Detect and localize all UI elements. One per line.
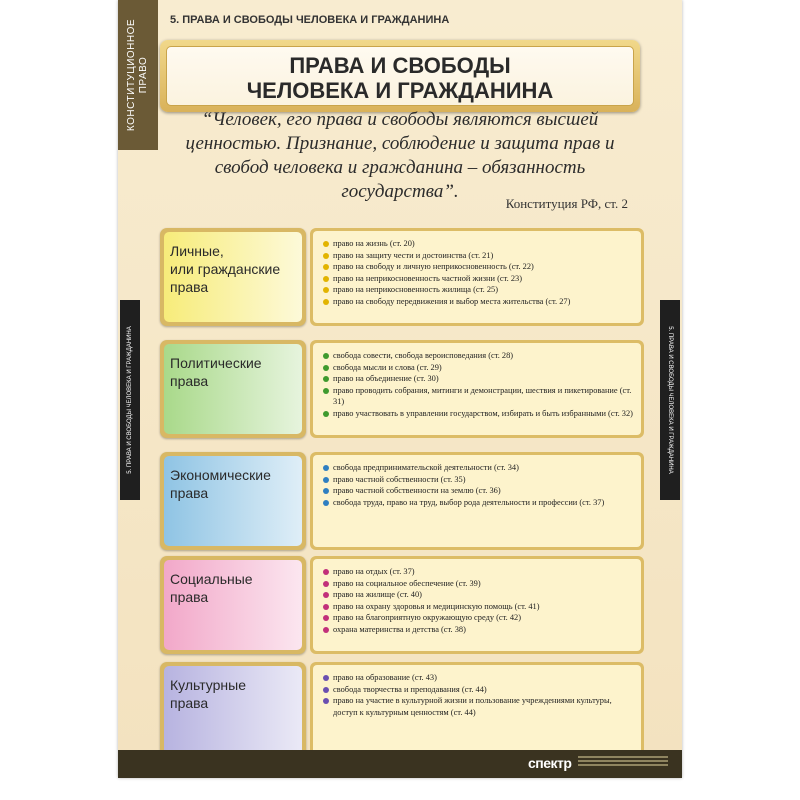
- rights-item-text: свобода творчества и преподавания (ст. 44): [333, 684, 487, 694]
- rights-list: [313, 231, 641, 308]
- rights-list-item: [323, 350, 635, 362]
- bullet-icon: [323, 627, 329, 633]
- bullet-icon: [323, 592, 329, 598]
- rights-item-text: право проводить собрания, митинги и демонстрации, шествия и пикетирование (ст. 31): [333, 385, 632, 407]
- rights-item-text: право на участие в культурной жизни и пользование учреждениями культуры, доступ к культурным ценностям (ст. 44): [333, 696, 612, 717]
- bullet-icon: [323, 581, 329, 587]
- rights-item-text: право на неприкосновенность частной жизни (ст. 23): [333, 273, 522, 283]
- rights-list: [313, 343, 641, 420]
- bullet-icon: [323, 604, 329, 610]
- bullet-icon: [323, 615, 329, 621]
- bullet-icon: [323, 353, 329, 359]
- section-label-box: [160, 228, 306, 326]
- rights-item-text: право на образование (ст. 43): [333, 673, 437, 682]
- rights-list-item: [323, 578, 635, 590]
- bullet-icon: [323, 365, 329, 371]
- rights-list-item: [323, 408, 635, 420]
- rights-section-social: [160, 556, 644, 654]
- rights-list-item: [323, 296, 635, 308]
- rights-item-text: право на социальное обеспечение (ст. 39): [333, 578, 481, 588]
- right-side-strip: [660, 300, 680, 500]
- bullet-icon: [323, 299, 329, 305]
- bullet-icon: [323, 687, 329, 693]
- bullet-icon: [323, 241, 329, 247]
- title-line-1: ПРАВА И СВОБОДЫ: [289, 53, 511, 78]
- rights-item-text: свобода мысли и слова (ст. 29): [333, 362, 442, 372]
- section-list-box: [310, 228, 644, 326]
- rights-list-item: [323, 284, 635, 296]
- bullet-icon: [323, 376, 329, 382]
- bullet-icon: [323, 698, 329, 704]
- rights-section-personal: [160, 228, 644, 326]
- rights-list-item: [323, 497, 635, 509]
- section-label-box: [160, 452, 306, 550]
- bullet-icon: [323, 253, 329, 259]
- vertical-subject-label: КОНСТИТУЦИОННОЕ ПРАВО: [126, 18, 149, 132]
- rights-list-item: [323, 261, 635, 273]
- section-label: Политические права: [170, 355, 262, 389]
- rights-list-item: [323, 566, 635, 578]
- rights-list-item: [323, 672, 635, 684]
- rights-item-text: право частной собственности на землю (ст. 36): [333, 486, 501, 496]
- rights-item-text: охрана материнства и детства (ст. 38): [333, 624, 466, 634]
- rights-list-item: [323, 589, 635, 601]
- rights-item-text: право на неприкосновенность жилища (ст. 25): [333, 285, 498, 295]
- rights-list-item: [323, 385, 635, 408]
- rights-list-item: [323, 474, 635, 486]
- rights-list-item: [323, 695, 635, 718]
- rights-item-text: право частной собственности (ст. 35): [333, 474, 466, 484]
- rights-item-text: право на благоприятную окружающую среду (ст. 42): [333, 613, 522, 623]
- section-label-box: [160, 556, 306, 654]
- section-list-box: [310, 452, 644, 550]
- rights-list-item: [323, 250, 635, 262]
- rights-list: [313, 665, 641, 718]
- title-box: [160, 40, 640, 112]
- bullet-icon: [323, 500, 329, 506]
- section-label: Социальные права: [170, 571, 253, 605]
- rights-item-text: право на жизнь (ст. 20): [333, 239, 415, 248]
- rights-section-cultural: [160, 662, 644, 760]
- right-side-strip-text: 5. ПРАВА И СВОБОДЫ ЧЕЛОВЕКА И ГРАЖДАНИНА: [667, 326, 673, 474]
- bullet-icon: [323, 477, 329, 483]
- rights-list-item: [323, 624, 635, 636]
- section-list-box: [310, 662, 644, 760]
- left-side-strip-text: 5. ПРАВА И СВОБОДЫ ЧЕЛОВЕКА И ГРАЖДАНИНА: [127, 326, 133, 474]
- left-side-strip: [120, 300, 140, 500]
- quote-text: “Человек, его права и свободы являются высшей ценностью. Признание, соблюдение и защита прав и свобод человека и гражданина – обязанность государства”.: [185, 109, 615, 202]
- rights-item-text: право на жилище (ст. 40): [333, 590, 422, 600]
- section-label-box: [160, 340, 306, 438]
- bullet-icon: [323, 465, 329, 471]
- rights-item-text: свобода предпринимательской деятельности (ст. 34): [333, 463, 519, 472]
- bullet-icon: [323, 264, 329, 270]
- bullet-icon: [323, 287, 329, 293]
- rights-item-text: право на охрану здоровья и медицинскую помощь (ст. 41): [333, 601, 540, 611]
- top-line: 5. ПРАВА И СВОБОДЫ ЧЕЛОВЕКА И ГРАЖДАНИНА: [170, 14, 450, 26]
- rights-item-text: право на объединение (ст. 30): [333, 374, 439, 384]
- rights-item-text: право на отдых (ст. 37): [333, 567, 415, 576]
- bullet-icon: [323, 675, 329, 681]
- footer-band: [118, 750, 682, 778]
- section-label-box: [160, 662, 306, 760]
- rights-section-political: [160, 340, 644, 438]
- bullet-icon: [323, 569, 329, 575]
- rights-item-text: свобода труда, право на труд, выбор рода деятельности и профессии (ст. 37): [333, 497, 605, 507]
- rights-list-item: [323, 684, 635, 696]
- section-list-box: [310, 340, 644, 438]
- vertical-subject-band: [118, 0, 158, 150]
- section-list-box: [310, 556, 644, 654]
- rights-list: [313, 455, 641, 508]
- bullet-icon: [323, 411, 329, 417]
- rights-list-item: [323, 238, 635, 250]
- rights-item-text: право на свободу и личную неприкосновенность (ст. 22): [333, 262, 534, 272]
- rights-list-item: [323, 273, 635, 285]
- rights-list-item: [323, 462, 635, 474]
- rights-list-item: [323, 601, 635, 613]
- rights-item-text: право на свободу передвижения и выбор места жительства (ст. 27): [333, 296, 571, 306]
- bullet-icon: [323, 388, 329, 394]
- section-label: Экономические права: [170, 467, 271, 501]
- section-label: Личные, или гражданские права: [170, 243, 281, 295]
- section-label: Культурные права: [170, 677, 246, 711]
- rights-item-text: право участвовать в управлении государством, избирать и быть избранными (ст. 32): [333, 408, 633, 418]
- publisher-fineprint: [578, 756, 668, 772]
- rights-list-item: [323, 485, 635, 497]
- publisher-logo: спектр: [528, 755, 572, 771]
- bullet-icon: [323, 488, 329, 494]
- rights-list-item: [323, 373, 635, 385]
- rights-item-text: свобода совести, свобода вероисповедания (ст. 28): [333, 351, 514, 360]
- title-line-2: ЧЕЛОВЕКА И ГРАЖДАНИНА: [246, 78, 554, 103]
- quote-source: Конституция РФ, ст. 2: [505, 196, 628, 211]
- rights-section-economic: [160, 452, 644, 550]
- bullet-icon: [323, 276, 329, 282]
- rights-list: [313, 559, 641, 636]
- rights-list-item: [323, 362, 635, 374]
- rights-list-item: [323, 612, 635, 624]
- rights-item-text: право на защиту чести и достоинства (ст. 21): [333, 250, 494, 260]
